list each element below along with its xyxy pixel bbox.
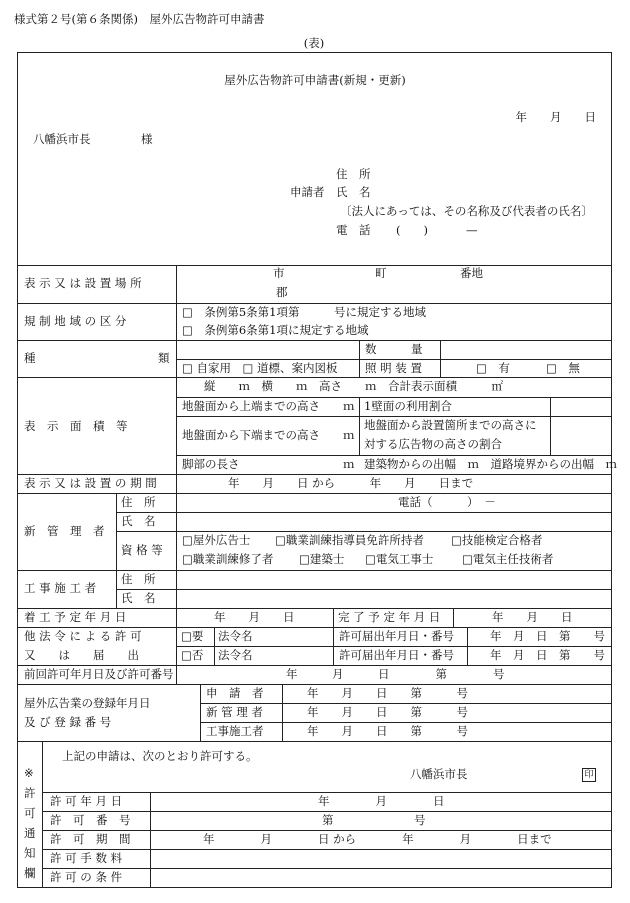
applicant-label: 申請者 bbox=[290, 185, 325, 199]
display-area-label: 表 示 面 積 等 bbox=[24, 419, 128, 433]
manager-label: 新 管 理 者 bbox=[24, 524, 105, 538]
registration-row-contractor: 工事施工者 bbox=[206, 724, 264, 738]
manager-name-label: 氏 名 bbox=[121, 514, 156, 528]
permit-fee-row-label: 許 可 手 数 料 bbox=[50, 851, 123, 865]
notice-side-char-4: 知 bbox=[24, 846, 36, 860]
permit-date-value-1: 年 月 日 第 号 bbox=[490, 629, 605, 643]
qualification-ad-specialist[interactable]: □屋外広告士 bbox=[182, 533, 251, 547]
qualification-instructor-license[interactable]: □職業訓練指導員免許所持者 bbox=[275, 533, 424, 547]
document-title: 屋外広告物許可申請書(新規・更新) bbox=[224, 73, 406, 87]
corporation-note: 〔法人にあっては、その名称及び代表者の氏名〕 bbox=[340, 204, 593, 218]
previous-permit-label: 前回許可年月日及び許可番号 bbox=[24, 667, 174, 681]
registration-label-line1: 屋外広告業の登録年月日 bbox=[24, 696, 151, 710]
upper-height-label: 地盤面から上端までの高さ bbox=[182, 399, 320, 413]
period-label: 表 示 又 は 設 置 の 期 間 bbox=[24, 476, 157, 490]
registration-row-manager: 新 管 理 者 bbox=[206, 705, 263, 719]
lighting-yes[interactable]: □ 有 bbox=[476, 361, 510, 375]
leg-length-unit: ｍ bbox=[343, 457, 355, 471]
lighting-label: 照 明 装 置 bbox=[365, 361, 422, 375]
height-ratio-line2: 対する広告物の高さの割合 bbox=[364, 437, 502, 451]
application-date: 年 月 日 bbox=[515, 110, 596, 124]
manager-phone: 電話（ ） － bbox=[398, 495, 496, 509]
permit-date-row-value: 年 月 日 bbox=[318, 794, 445, 808]
permit-number-row-value: 第 号 bbox=[322, 813, 426, 827]
permit-date-label-2: 許可届出年月日・番号 bbox=[339, 648, 454, 662]
lot-number-label: 番地 bbox=[460, 266, 483, 280]
other-law-label-line2: 又 は 届 出 bbox=[24, 648, 139, 662]
qualification-training-completed[interactable]: □職業訓練修了者 bbox=[182, 552, 274, 566]
quantity-label: 数 量 bbox=[365, 342, 423, 356]
completion-date-value: 年 月 日 bbox=[492, 610, 573, 624]
start-date-label: 着 工 予 定 年 月 日 bbox=[24, 610, 127, 624]
upper-height-unit: ｍ bbox=[343, 399, 355, 413]
completion-date-label: 完 了 予 定 年 月 日 bbox=[338, 610, 441, 624]
lower-height-label: 地盤面から下端までの高さ bbox=[182, 428, 320, 442]
notice-side-char-1: 許 bbox=[24, 786, 36, 800]
qualification-chief-electrical-engineer[interactable]: □電気主任技術者 bbox=[462, 552, 554, 566]
registration-label-line2: 及 び 登 録 番 号 bbox=[24, 715, 112, 729]
zone-label: 規 制 地 域 の 区 分 bbox=[24, 314, 127, 328]
address-label: 住 所 bbox=[336, 167, 371, 181]
registration-value-manager: 年 月 日 第 号 bbox=[307, 705, 468, 719]
town-label: 町 bbox=[375, 266, 387, 280]
other-law-required[interactable]: □要 bbox=[181, 629, 204, 643]
permit-date-value-2: 年 月 日 第 号 bbox=[490, 648, 605, 662]
other-law-not-required[interactable]: □否 bbox=[181, 648, 204, 662]
permit-period-row-label: 許 可 期 間 bbox=[50, 832, 131, 846]
city-label: 市 bbox=[273, 266, 285, 280]
notice-side-char-5: 欄 bbox=[24, 866, 36, 880]
kind-options[interactable]: □ 自家用 □ 道標、案内図板 bbox=[182, 361, 338, 375]
notice-side-char-2: 可 bbox=[24, 806, 36, 820]
notice-side-mark: ※ bbox=[24, 766, 34, 780]
contractor-name-label: 氏 名 bbox=[121, 591, 156, 605]
front-side-label: (表) bbox=[303, 36, 325, 50]
dimensions-row: 縦 ｍ 横 ｍ 高さ ｍ 合計表示面積 ㎡ bbox=[204, 379, 503, 393]
permit-period-row-value: 年 月 日 から 年 月 日まで bbox=[203, 832, 552, 846]
location-label: 表 示 又 は 設 置 場 所 bbox=[24, 276, 142, 290]
manager-address-label: 住 所 bbox=[121, 495, 156, 509]
leg-length-label: 脚部の長さ bbox=[182, 457, 240, 471]
wall-ratio-label: 1壁面の利用割合 bbox=[364, 399, 452, 413]
county-label: 郡 bbox=[276, 285, 288, 299]
notice-side-char-3: 通 bbox=[24, 826, 36, 840]
kind-label-left: 種 bbox=[24, 351, 36, 365]
phone-dash: — bbox=[466, 223, 478, 237]
lower-height-unit: ｍ bbox=[343, 428, 355, 442]
qualification-skills-test[interactable]: □技能検定合格者 bbox=[451, 533, 543, 547]
honorific: 様 bbox=[141, 132, 153, 146]
mayor-addressee: 八幡浜市長 bbox=[33, 132, 91, 146]
kind-label-right: 類 bbox=[158, 351, 170, 365]
seal-mark: 印 bbox=[582, 768, 596, 782]
law-name-label-1: 法令名 bbox=[218, 629, 253, 643]
manager-qualification-label: 資 格 等 bbox=[121, 543, 163, 557]
registration-row-applicant: 申 請 者 bbox=[206, 686, 264, 700]
notice-statement: 上記の申請は、次のとおり許可する。 bbox=[62, 749, 258, 763]
contractor-address-label: 住 所 bbox=[121, 572, 156, 586]
height-ratio-line1: 地盤面から設置箇所までの高さに bbox=[364, 418, 537, 432]
law-name-label-2: 法令名 bbox=[218, 648, 253, 662]
other-law-label-line1: 他 法 令 に よ る 許 可 bbox=[24, 629, 142, 643]
period-value: 年 月 日 から 年 月 日まで bbox=[228, 476, 474, 490]
qualification-electrician[interactable]: □電気工事士 bbox=[365, 552, 434, 566]
permit-date-row-label: 許 可 年 月 日 bbox=[50, 794, 123, 808]
registration-value-contractor: 年 月 日 第 号 bbox=[307, 724, 468, 738]
permit-number-row-label: 許 可 番 号 bbox=[50, 813, 131, 827]
permit-conditions-row-label: 許 可 の 条 件 bbox=[50, 870, 123, 884]
zone-option-article5[interactable]: □ 条例第5条第1項第 号に規定する地域 bbox=[182, 305, 426, 319]
notice-mayor: 八幡浜市長 bbox=[410, 767, 468, 781]
contractor-label: 工 事 施 工 者 bbox=[24, 581, 97, 595]
lighting-no[interactable]: □ 無 bbox=[546, 361, 580, 375]
qualification-architect[interactable]: □建築士 bbox=[299, 552, 345, 566]
phone-area-code: ( ) bbox=[396, 223, 428, 237]
zone-option-article6[interactable]: □ 条例第6条第1項に規定する地域 bbox=[182, 323, 369, 337]
phone-label: 電 話 bbox=[336, 223, 371, 237]
registration-value-applicant: 年 月 日 第 号 bbox=[307, 686, 468, 700]
protrusion-label: 建築物からの出幅 ｍ 道路境界からの出幅 ｍ bbox=[364, 457, 617, 471]
previous-permit-value: 年 月 日 第 号 bbox=[286, 667, 505, 681]
start-date-value: 年 月 日 bbox=[214, 610, 295, 624]
name-label: 氏 名 bbox=[336, 185, 371, 199]
form-number: 様式第２号(第６条関係) 屋外広告物許可申請書 bbox=[14, 12, 265, 26]
permit-date-label-1: 許可届出年月日・番号 bbox=[339, 629, 454, 643]
